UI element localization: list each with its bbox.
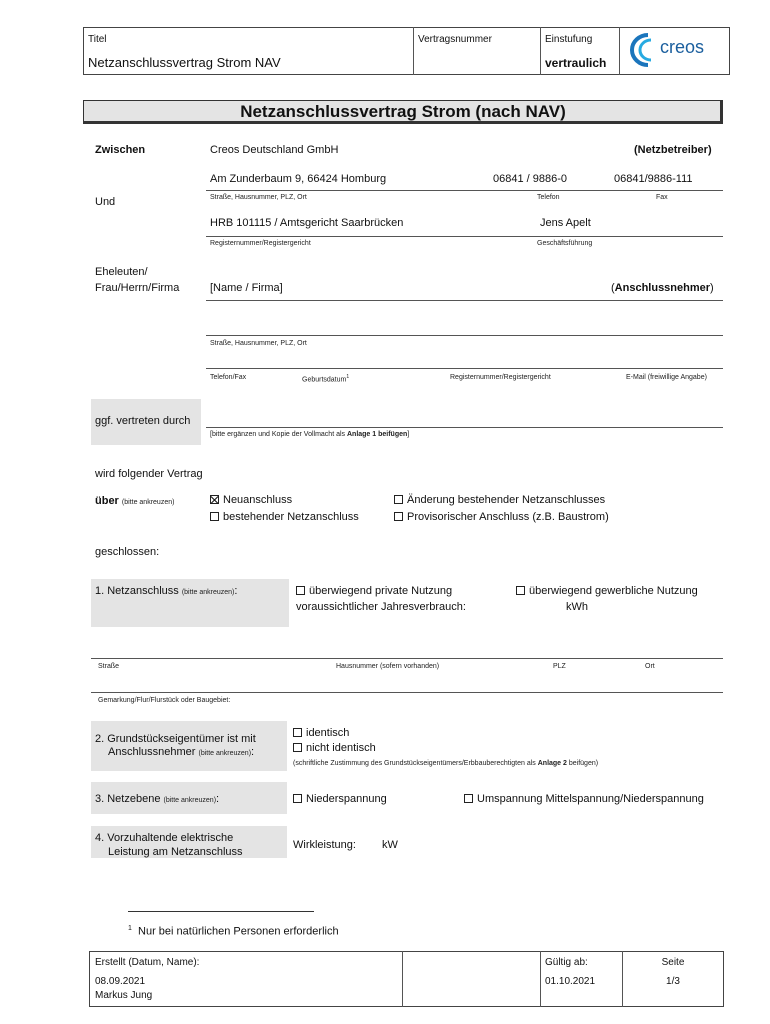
netzbetreiber-fax: 06841/9886-111 <box>614 173 693 185</box>
anschlussnehmer-role <box>611 282 714 294</box>
netzbetreiber-name: Creos Deutschland GmbH <box>210 144 339 156</box>
created-name: Markus Jung <box>95 990 153 1001</box>
option-low-voltage[interactable] <box>293 793 387 805</box>
rep-note-a: [bitte ergänzen und Kopie der Vollmacht als <box>210 431 347 438</box>
field-line <box>206 236 723 237</box>
option-private-label: überwiegend private Nutzung <box>309 585 453 597</box>
wirkleistung-label: Wirkleistung: <box>293 839 356 851</box>
caption-number: Hausnummer (sofern vorhanden) <box>336 663 440 670</box>
creos-logo <box>624 30 724 70</box>
header-divider <box>413 27 414 75</box>
section2-label-2 <box>108 746 254 758</box>
caption-plz: PLZ <box>553 663 566 670</box>
option-bestehend-label: bestehender Netzanschluss <box>223 511 359 523</box>
valid-label: Gültig ab: <box>545 957 588 968</box>
netzbetreiber-address: Am Zunderbaum 9, 66424 Homburg <box>210 173 387 185</box>
section1-label <box>95 585 237 597</box>
option-medium-voltage-label: Umspannung Mittelspannung/Niederspannung <box>477 793 704 805</box>
netzbetreiber-manager: Jens Apelt <box>540 217 591 229</box>
zwischen-label: Zwischen <box>95 144 146 156</box>
caption-ort: Ort <box>645 663 655 670</box>
caption-address: Straße, Hausnummer, PLZ, Ort <box>210 194 307 201</box>
netzbetreiber-phone: 06841 / 9886-0 <box>493 173 568 185</box>
section2-label-1: 2. Grundstückseigentümer ist mit <box>95 733 256 745</box>
einstufung-label: Einstufung <box>545 34 593 45</box>
checkbox-icon[interactable] <box>394 512 403 521</box>
titel-value: Netzanschlussvertrag Strom NAV <box>88 55 281 70</box>
wirkleistung-unit: kW <box>382 839 398 851</box>
option-neuanschluss[interactable] <box>210 494 292 506</box>
option-aenderung-label: Änderung bestehender Netzanschlusses <box>407 494 606 506</box>
checkbox-icon[interactable] <box>293 794 302 803</box>
footnote-rule <box>128 911 314 912</box>
field-line <box>206 190 723 191</box>
valid-value: 01.10.2021 <box>545 976 596 987</box>
footer-divider <box>540 951 541 1007</box>
option-not-identical-label: nicht identisch <box>306 742 376 754</box>
option-private[interactable] <box>296 585 452 597</box>
section2-hint: (bitte ankreuzen) <box>198 750 252 757</box>
option-aenderung[interactable] <box>394 494 605 506</box>
address-field-line[interactable] <box>206 335 723 336</box>
caption-street: Straße <box>98 663 120 670</box>
section2-note-a: (schriftliche Zustimmung des Grundstückseigentümers/Erbbauberechtigten als <box>293 760 538 767</box>
caption-email: E-Mail (freiwillige Angabe) <box>626 374 707 381</box>
rep-note <box>210 431 409 438</box>
role-paren-close: ) <box>710 282 714 294</box>
field-line <box>206 300 723 301</box>
page-value: 1/3 <box>666 976 680 987</box>
caption-fax: Fax <box>656 194 668 201</box>
option-bestehend[interactable] <box>210 511 359 523</box>
footnote-text: Nur bei natürlichen Personen erforderlich <box>138 925 339 938</box>
logo-text: creos <box>660 37 705 57</box>
section4-label-2: Leistung am Netzanschluss <box>108 846 243 858</box>
footnote <box>128 925 339 938</box>
caption-register-2: Registernummer/Registergericht <box>450 374 551 381</box>
consumption-label: voraussichtlicher Jahresverbrauch: <box>296 601 466 613</box>
section2-title: Anschlussnehmer <box>108 746 196 758</box>
checkbox-icon[interactable] <box>394 495 403 504</box>
netzbetreiber-role: (Netzbetreiber) <box>634 144 712 156</box>
checkbox-icon[interactable] <box>516 586 525 595</box>
section2-colon: : <box>251 746 255 758</box>
caption-register: Registernummer/Registergericht <box>210 240 311 247</box>
checkbox-icon[interactable] <box>464 794 473 803</box>
location-field-line[interactable] <box>91 658 723 659</box>
checkbox-checked-icon[interactable] <box>210 495 219 504</box>
section1-hint: (bitte ankreuzen) <box>181 589 235 596</box>
caption-gemarkung: Gemarkung/Flur/Flurstück oder Baugebiet: <box>98 697 231 704</box>
checkbox-icon[interactable] <box>293 728 302 737</box>
section2-note <box>293 760 598 767</box>
caption-birthdate <box>302 374 349 383</box>
option-low-voltage-label: Niederspannung <box>306 793 387 805</box>
checkbox-icon[interactable] <box>293 743 302 752</box>
customer-label-2: Frau/Herrn/Firma <box>95 282 180 294</box>
caption-address-2: Straße, Hausnummer, PLZ, Ort <box>210 340 307 347</box>
section1-colon: : <box>234 585 238 597</box>
option-commercial-label: überwiegend gewerbliche Nutzung <box>529 585 698 597</box>
option-commercial[interactable] <box>516 585 698 597</box>
caption-phone: Telefon <box>537 194 560 201</box>
option-provisorisch[interactable] <box>394 511 609 523</box>
section2-note-b: Anlage 2 <box>537 760 567 767</box>
option-medium-voltage[interactable] <box>464 793 704 805</box>
footer-divider <box>402 951 403 1007</box>
footnote-ref: 1 <box>346 374 350 380</box>
contact-field-line[interactable] <box>206 368 723 369</box>
created-label: Erstellt (Datum, Name): <box>95 957 200 968</box>
ueber-text: über <box>95 495 119 507</box>
section3-title: 3. Netzebene <box>95 793 161 805</box>
rep-note-b: Anlage 1 beifügen <box>346 431 408 438</box>
customer-name-field[interactable]: [Name / Firma] <box>210 282 283 294</box>
caption-birthdate-text: Geburtsdatum <box>302 376 347 384</box>
contract-intro: wird folgender Vertrag <box>95 468 203 480</box>
header-divider <box>540 27 541 75</box>
created-date: 08.09.2021 <box>95 976 146 987</box>
checkbox-icon[interactable] <box>296 586 305 595</box>
netzbetreiber-register: HRB 101115 / Amtsgericht Saarbrücken <box>210 217 404 229</box>
caption-telfax: Telefon/Fax <box>210 374 247 381</box>
concluded-text: geschlossen: <box>95 546 160 558</box>
doc-title: Netzanschlussvertrag Strom (nach NAV) <box>240 102 566 121</box>
consumption-unit: kWh <box>566 601 588 613</box>
role-paren-open: ( <box>611 282 615 294</box>
option-provisorisch-label: Provisorischer Anschluss (z.B. Baustrom) <box>407 511 609 523</box>
section4-label-1: 4. Vorzuhaltende elektrische <box>95 832 234 844</box>
option-not-identical[interactable] <box>293 742 376 754</box>
titel-label: Titel <box>88 34 107 45</box>
page-label: Seite <box>661 957 685 968</box>
section3-label <box>95 793 219 805</box>
rep-note-c: ] <box>407 431 410 438</box>
section3-colon: : <box>216 793 220 805</box>
footnote-mark: 1 <box>128 925 132 932</box>
option-identical[interactable] <box>293 727 349 739</box>
header-divider <box>619 27 620 75</box>
section3-hint: (bitte ankreuzen) <box>163 797 217 804</box>
und-label: Und <box>95 196 116 208</box>
section2-note-c: beifügen) <box>566 760 599 767</box>
checkbox-icon[interactable] <box>210 512 219 521</box>
customer-label-1: Eheleuten/ <box>95 266 148 278</box>
caption-manager: Geschäftsführung <box>537 240 593 247</box>
gemarkung-field-line[interactable] <box>91 692 723 693</box>
einstufung-value: vertraulich <box>545 56 607 70</box>
vertragsnummer-label: Vertragsnummer <box>418 34 492 45</box>
rep-label: ggf. vertreten durch <box>95 415 191 427</box>
option-identical-label: identisch <box>306 727 350 739</box>
rep-field-line[interactable] <box>206 427 723 428</box>
ueber-hint: (bitte ankreuzen) <box>121 499 175 506</box>
role-name: Anschlussnehmer <box>614 282 711 294</box>
section1-title: 1. Netzanschluss <box>95 585 179 597</box>
option-neuanschluss-label: Neuanschluss <box>223 494 293 506</box>
ueber-label <box>95 495 174 507</box>
